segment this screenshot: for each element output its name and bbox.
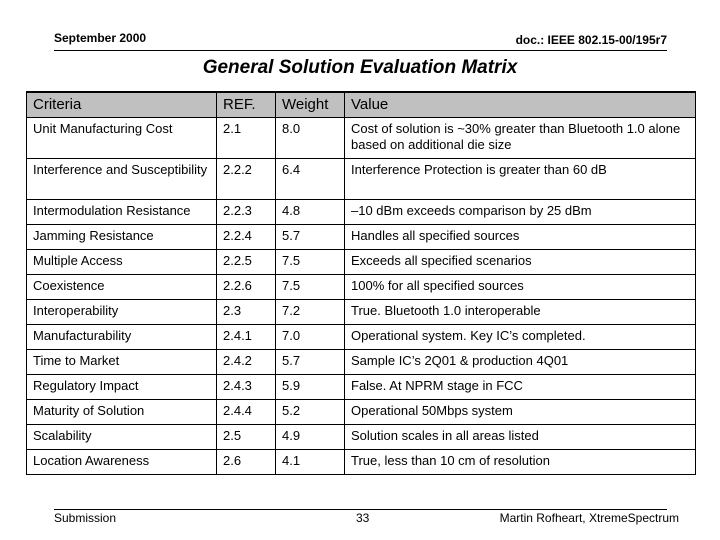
cell-weight: 4.1 [276, 450, 345, 475]
cell-ref: 2.2.6 [217, 275, 276, 300]
cell-value: True. Bluetooth 1.0 interoperable [345, 300, 696, 325]
cell-criteria: Regulatory Impact [27, 375, 217, 400]
table-row [27, 200, 696, 225]
table-row [27, 250, 696, 275]
cell-ref: 2.5 [217, 425, 276, 450]
cell-weight: 4.9 [276, 425, 345, 450]
header-date: September 2000 [54, 31, 147, 45]
cell-value: True, less than 10 cm of resolution [345, 450, 696, 475]
table-row [27, 118, 696, 159]
cell-value: Operational 50Mbps system [345, 400, 696, 425]
cell-value: Handles all specified sources [345, 225, 696, 250]
cell-ref: 2.2.3 [217, 200, 276, 225]
cell-ref: 2.4.3 [217, 375, 276, 400]
cell-criteria: Scalability [27, 425, 217, 450]
cell-criteria: Coexistence [27, 275, 217, 300]
header-doc-number: doc.: IEEE 802.15-00/195r7 [515, 33, 667, 47]
cell-weight: 5.2 [276, 400, 345, 425]
table-row [27, 350, 696, 375]
cell-value: Interference Protection is greater than 60 dB [345, 159, 696, 200]
cell-weight: 7.2 [276, 300, 345, 325]
cell-ref: 2.4.4 [217, 400, 276, 425]
cell-ref: 2.6 [217, 450, 276, 475]
column-header-value: Value [345, 92, 696, 118]
cell-weight: 5.9 [276, 375, 345, 400]
cell-criteria: Interoperability [27, 300, 217, 325]
cell-criteria: Multiple Access [27, 250, 217, 275]
cell-weight: 5.7 [276, 225, 345, 250]
cell-criteria: Unit Manufacturing Cost [27, 118, 217, 159]
cell-ref: 2.2.5 [217, 250, 276, 275]
table-row [27, 425, 696, 450]
table-row [27, 325, 696, 350]
cell-criteria: Intermodulation Resistance [27, 200, 217, 225]
cell-weight: 7.0 [276, 325, 345, 350]
slide-title: General Solution Evaluation Matrix [202, 57, 518, 78]
cell-ref: 2.2.2 [217, 159, 276, 200]
column-header-criteria: Criteria [27, 92, 217, 118]
table-row [27, 375, 696, 400]
cell-value: Sample IC’s 2Q01 & production 4Q01 [345, 350, 696, 375]
cell-ref: 2.4.1 [217, 325, 276, 350]
table-row [27, 300, 696, 325]
cell-ref: 2.1 [217, 118, 276, 159]
cell-weight: 7.5 [276, 275, 345, 300]
cell-weight: 4.8 [276, 200, 345, 225]
cell-criteria: Location Awareness [27, 450, 217, 475]
footer-divider [54, 509, 667, 510]
cell-ref: 2.4.2 [217, 350, 276, 375]
cell-ref: 2.2.4 [217, 225, 276, 250]
evaluation-matrix-table [26, 91, 696, 475]
cell-value: False. At NPRM stage in FCC [345, 375, 696, 400]
cell-value: Exceeds all specified scenarios [345, 250, 696, 275]
cell-value: 100% for all specified sources [345, 275, 696, 300]
cell-value: Solution scales in all areas listed [345, 425, 696, 450]
cell-ref: 2.3 [217, 300, 276, 325]
column-header-ref: REF. [217, 92, 276, 118]
table-header-row [27, 92, 696, 118]
column-header-weight: Weight [276, 92, 345, 118]
cell-weight: 6.4 [276, 159, 345, 200]
cell-weight: 5.7 [276, 350, 345, 375]
cell-value: Operational system. Key IC’s completed. [345, 325, 696, 350]
header-divider [54, 50, 667, 51]
cell-criteria: Jamming Resistance [27, 225, 217, 250]
footer-submission: Submission [54, 511, 117, 525]
cell-value: Cost of solution is ~30% greater than Bluetooth 1.0 alone based on additional die size [345, 118, 696, 159]
cell-weight: 8.0 [276, 118, 345, 159]
footer-author: Martin Rofheart, XtremeSpectrum [499, 511, 679, 525]
cell-weight: 7.5 [276, 250, 345, 275]
cell-criteria: Time to Market [27, 350, 217, 375]
table-row [27, 450, 696, 475]
table-row [27, 400, 696, 425]
table-row [27, 275, 696, 300]
cell-criteria: Maturity of Solution [27, 400, 217, 425]
cell-value: –10 dBm exceeds comparison by 25 dBm [345, 200, 696, 225]
table-row [27, 159, 696, 200]
cell-criteria: Manufacturability [27, 325, 217, 350]
table-row [27, 225, 696, 250]
cell-criteria: Interference and Susceptibility [27, 159, 217, 200]
footer-page-number: 33 [356, 511, 370, 525]
